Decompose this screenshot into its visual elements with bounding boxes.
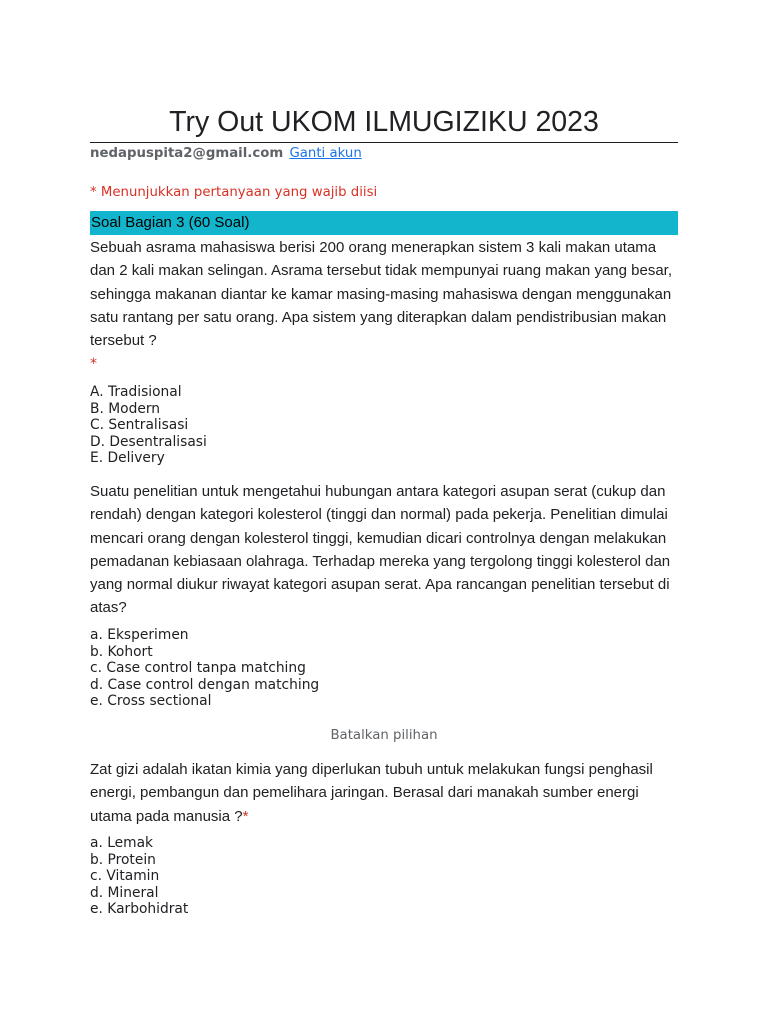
option[interactable]: A. Tradisional	[90, 384, 182, 400]
question-line: tersebut ?	[90, 332, 157, 350]
option[interactable]: E. Delivery	[90, 450, 165, 467]
option[interactable]: a. Eksperimen	[90, 627, 189, 643]
option[interactable]: B. Modern	[90, 400, 161, 417]
question-line: Zat gizi adalah ikatan kimia yang diperlukan tubuh untuk melakukan fungsi penghasil	[90, 761, 653, 778]
option[interactable]: c. Vitamin	[90, 868, 160, 885]
question-line: pemadanan kebiasaan olahraga. Terhadap mereka yang tergolong tinggi kolesterol dan	[90, 552, 671, 570]
option[interactable]: e. Cross sectional	[90, 693, 212, 710]
question-line-text: utama pada manusia ?	[90, 807, 243, 825]
question-line: energi, pembangun dan pemelihara jaringan. Berasal dari manakah sumber energi	[90, 784, 639, 802]
switch-account-link[interactable]: Ganti akun	[289, 146, 362, 161]
form-title: Try Out UKOM ILMUGIZIKU 2023	[169, 106, 599, 138]
question-1-text	[90, 236, 685, 352]
option[interactable]: e. Karbohidrat	[90, 901, 189, 918]
question-2-options	[90, 627, 319, 710]
question-line: yang normal diukur riwayat kategori asupan serat. Apa rancangan penelitian tersebut di	[90, 576, 670, 594]
question-line: dan 2 kali makan selingan. Asrama tersebut tidak mempunyai ruang makan yang besar,	[90, 262, 672, 280]
clear-selection-button[interactable]: Batalkan pilihan	[330, 728, 438, 743]
required-note: * Menunjukkan pertanyaan yang wajib diisi	[90, 185, 378, 200]
section-header	[90, 211, 678, 235]
question-2-text	[90, 480, 685, 620]
question-3-options	[90, 835, 188, 918]
question-line	[90, 805, 685, 828]
question-line: sehingga makanan diantar ke kamar masing-masing mahasiswa dengan menggunakan	[90, 285, 672, 303]
question-line: rendah) dengan kategori kolesterol (tinggi dan normal) pada pekerja. Penelitian dimulai	[90, 506, 668, 524]
option[interactable]: d. Case control dengan matching	[90, 676, 320, 693]
question-3-required-mark: *	[242, 807, 249, 825]
section-title: Soal Bagian 3 (60 Soal)	[91, 214, 250, 231]
question-line: Suatu penelitian untuk mengetahui hubungan antara kategori asupan serat (cukup dan	[90, 483, 666, 500]
question-3-text	[90, 758, 685, 828]
option[interactable]: C. Sentralisasi	[90, 417, 189, 434]
question-line: satu rantang per satu orang. Apa sistem yang diterapkan dalam pendistribusian makan	[90, 308, 667, 326]
option[interactable]: b. Kohort	[90, 643, 153, 660]
question-1-options	[90, 384, 207, 467]
account-email: nedapuspita2@gmail.com	[90, 146, 284, 161]
title-divider	[90, 142, 678, 143]
account-row	[90, 145, 362, 163]
question-1-required-mark: *	[90, 356, 97, 372]
option[interactable]: c. Case control tanpa matching	[90, 660, 306, 677]
question-line: Sebuah asrama mahasiswa berisi 200 orang menerapkan sistem 3 kali makan utama	[90, 239, 657, 256]
option[interactable]: d. Mineral	[90, 884, 159, 901]
option[interactable]: D. Desentralisasi	[90, 433, 207, 450]
option[interactable]: a. Lemak	[90, 835, 154, 851]
question-line: mencari orang dengan kolesterol tinggi, kemudian dicari controlnya dengan melakukan	[90, 529, 667, 547]
option[interactable]: b. Protein	[90, 851, 156, 868]
question-line: atas?	[90, 599, 127, 617]
